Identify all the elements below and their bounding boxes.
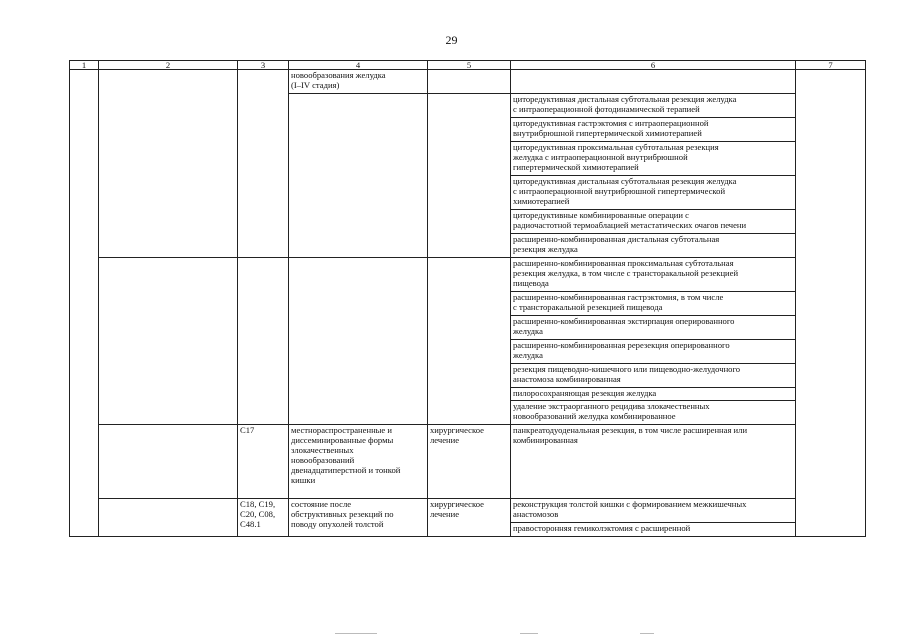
- scan-artifact: [640, 633, 654, 634]
- condition-cont-text: новообразования желудка (I–IV стадия): [291, 70, 386, 90]
- method-item: циторедуктивная гастрэктомия с интраоперационной внутрибрюшной гипертермической химиотерапией: [511, 118, 795, 142]
- cell-col5-a: [428, 94, 511, 258]
- cell-col4-a: [289, 94, 428, 258]
- cell-col3-b: [238, 258, 289, 425]
- table-row-group-b: [70, 258, 866, 425]
- cell-col2: [99, 70, 238, 258]
- method-item: расширенно-комбинированная экстирпация оперированного желудка: [511, 316, 795, 340]
- cell-code-c17: C17: [238, 425, 289, 499]
- cell-method-c17: панкреатодуоденальная резекция, в том числе расширенная или комбинированная: [511, 425, 796, 499]
- cell-col5-b: [428, 258, 511, 425]
- cell-treatment-c18: хирургическое лечение: [428, 499, 511, 537]
- header-col-5: 5: [428, 61, 511, 70]
- cell-col2-c17: [99, 425, 238, 499]
- method-item: циторедуктивные комбинированные операции с радиочастотной термоаблацией метастатических очагов печени: [511, 210, 795, 234]
- table-row-c17: [70, 425, 866, 499]
- header-col-4: 4: [289, 61, 428, 70]
- cell-condition-c18: состояние после обструктивных резекций по поводу опухолей толстой: [289, 499, 428, 537]
- header-col-2: 2: [99, 61, 238, 70]
- cell-col5: [428, 70, 511, 94]
- header-col-1: 1: [70, 61, 99, 70]
- header-col-6: 6: [511, 61, 796, 70]
- cell-col2-b: [99, 258, 238, 425]
- scan-artifact: [520, 633, 538, 634]
- method-item: пилоросохраняющая резекция желудка: [511, 388, 795, 401]
- cell-treatment-c17: хирургическое лечение: [428, 425, 511, 499]
- table-row-c18: [70, 499, 866, 537]
- cell-col1-span: [70, 70, 99, 537]
- method-item: правосторонняя гемиколэктомия с расширенной: [513, 523, 691, 533]
- procedures-table: [69, 60, 866, 537]
- cell-col3: [238, 70, 289, 258]
- page-number: 29: [445, 33, 458, 47]
- method-item: удаление экстраорганного рецидива злокачественных новообразований желудка комбинированное: [513, 401, 710, 421]
- method-item: циторедуктивная дистальная субтотальная резекция желудка с интраоперационной внутрибрюшной гипертермической химиотерапией: [511, 176, 795, 210]
- method-item: расширенно-комбинированная ререзекция оперированного желудка: [511, 340, 795, 364]
- cell-methods-a: [511, 94, 796, 258]
- scan-artifact: [335, 633, 377, 634]
- method-item: циторедуктивная проксимальная субтотальная резекция желудка с интраоперационной внутрибрюшной гипертермической химиотерапией: [511, 142, 795, 176]
- cell-col7-span: [796, 70, 866, 537]
- cell-col2-c18: [99, 499, 238, 537]
- method-item: расширенно-комбинированная гастрэктомия, в том числе с трансторакальной резекцией пищевода: [511, 292, 795, 316]
- cell-col6-empty: [511, 70, 796, 94]
- method-item: резекция пищеводно-кишечного или пищеводно-желудочного анастомоза комбинированная: [511, 364, 795, 388]
- cell-methods-c18: [511, 499, 796, 537]
- header-col-7: 7: [796, 61, 866, 70]
- header-col-3: 3: [238, 61, 289, 70]
- cell-code-c18: C18, C19, C20, C08, C48.1: [238, 499, 289, 537]
- header-row: [70, 61, 866, 70]
- method-item: расширенно-комбинированная проксимальная субтотальная резекция желудка, в том числе с трансторакальной резекцией пищевода: [511, 258, 795, 292]
- cell-condition-cont: [289, 70, 428, 94]
- cell-condition-c17: местнораспространенные и диссеминированные формы злокачественных новообразований двенадцатиперстной и тонкой кишки: [289, 425, 428, 499]
- cell-col4-b: [289, 258, 428, 425]
- method-item: расширенно-комбинированная дистальная субтотальная резекция желудка: [513, 234, 720, 254]
- table-row-continuation: [70, 70, 866, 94]
- method-item: циторедуктивная дистальная субтотальная резекция желудка с интраоперационной фотодинамической терапией: [511, 94, 795, 118]
- method-item: реконструкция толстой кишки с формированием межкишечных анастомозов: [511, 499, 795, 523]
- cell-methods-b: [511, 258, 796, 425]
